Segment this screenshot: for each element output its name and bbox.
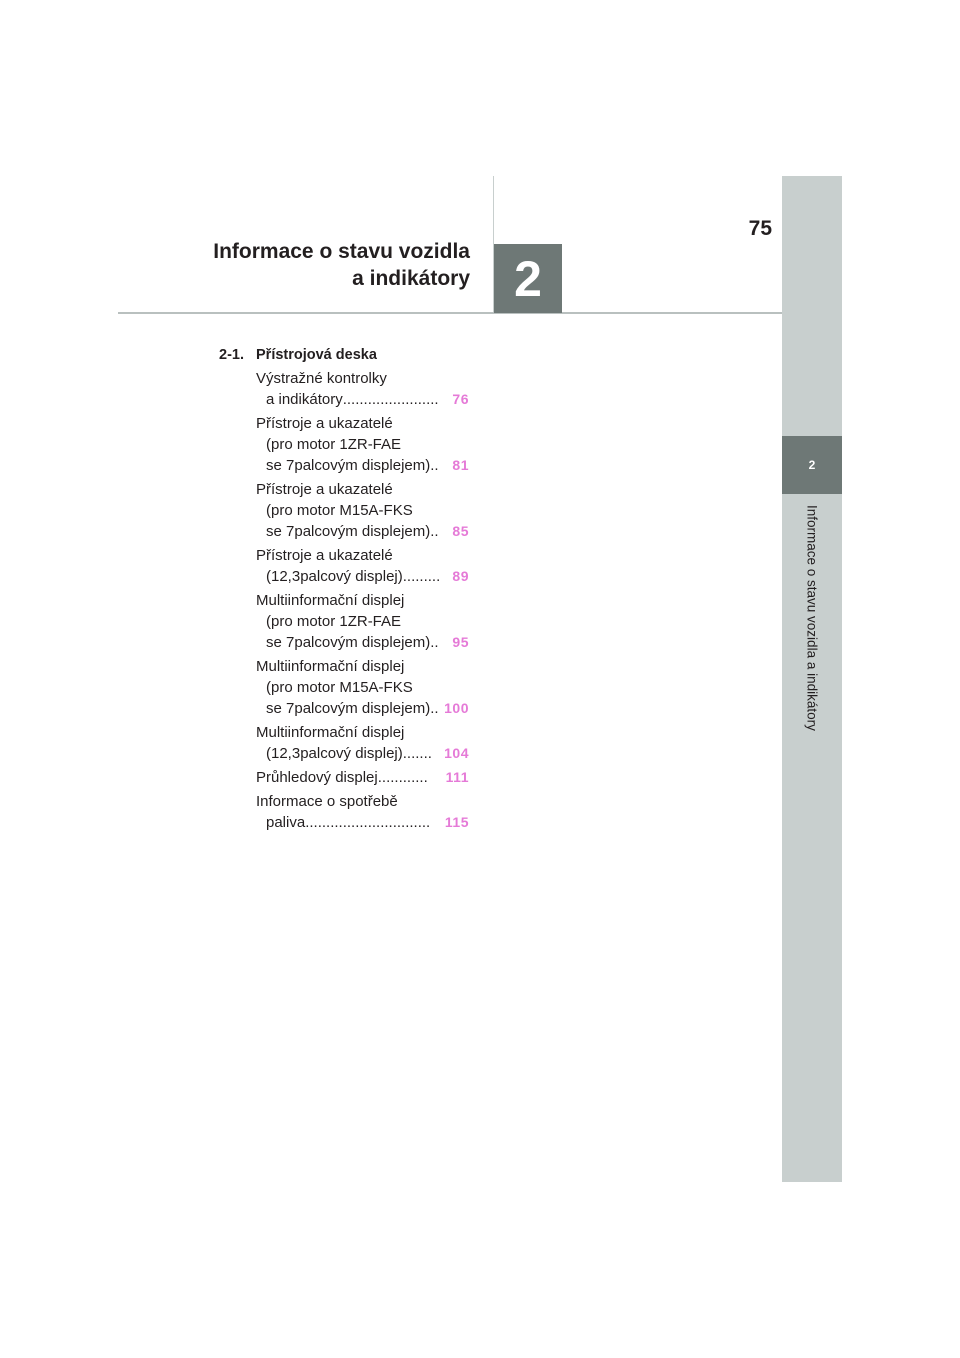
toc-entry[interactable] [256, 722, 469, 764]
toc-page-link[interactable]: 85 [452, 523, 469, 539]
header-rule [118, 312, 782, 314]
toc-leader-dots: ......... [402, 568, 441, 585]
toc-leader-dots: .. [430, 634, 439, 651]
toc-entry-last-line [256, 698, 469, 719]
toc-entry-line: (pro motor M15A-FKS [266, 502, 413, 519]
toc-leader-dots: ....... [402, 745, 432, 762]
toc-entry-line: Informace o spotřebě [256, 793, 398, 810]
toc-entry[interactable] [256, 791, 469, 833]
toc-entry-line: Multiinformační displej [256, 592, 405, 609]
section-heading [219, 345, 469, 366]
toc-entry[interactable] [256, 413, 469, 476]
toc-leader-dots: ....................... [342, 391, 439, 408]
toc-entry-text: paliva [266, 814, 306, 831]
toc-entry-last-line [256, 455, 469, 476]
toc-page-link[interactable]: 95 [452, 634, 469, 650]
toc-entry-line: Multiinformační displej [256, 658, 405, 675]
toc-entry-line: Přístroje a ukazatelé [256, 481, 393, 498]
toc-entry[interactable] [256, 545, 469, 587]
toc-page-link[interactable]: 104 [444, 745, 469, 761]
section-number: 2-1. [219, 347, 244, 363]
chapter-title-line-2: a indikátory [352, 267, 470, 290]
chapter-title [150, 238, 470, 292]
toc-page-link[interactable]: 115 [444, 814, 469, 830]
chapter-number: 2 [514, 250, 542, 307]
toc-page-link[interactable]: 100 [444, 700, 469, 716]
toc-entry-last-line [256, 812, 469, 833]
toc-entry-last-line [256, 521, 469, 542]
toc-page-link[interactable]: 89 [452, 568, 469, 584]
toc-entry-line: (pro motor M15A-FKS [266, 679, 413, 696]
toc-entry-line: Přístroje a ukazatelé [256, 547, 393, 564]
toc-entry-last-line [256, 389, 469, 410]
toc-page-link[interactable]: 111 [445, 769, 469, 785]
toc-entry-line: Výstražné kontrolky [256, 370, 387, 387]
toc-leader-dots: ............ [377, 769, 428, 786]
toc-entries [219, 368, 469, 833]
toc-entry-line: (pro motor 1ZR-FAE [266, 613, 402, 630]
toc-entry-text: a indikátory [266, 391, 343, 408]
toc-leader-dots: .............................. [305, 814, 431, 831]
toc-entry-text: (12,3palcový displej) [266, 568, 403, 585]
toc-leader-dots: .. [430, 523, 439, 540]
toc-entry-line: Přístroje a ukazatelé [256, 415, 393, 432]
toc-entry-last-line [256, 767, 469, 788]
toc-entry[interactable] [256, 767, 469, 788]
chapter-number-box [494, 244, 562, 313]
toc-entry-last-line [256, 632, 469, 653]
toc-entry-text: Průhledový displej [256, 769, 378, 786]
toc-entry-text: se 7palcovým displejem) [266, 700, 431, 717]
toc-entry-last-line [256, 743, 469, 764]
toc-entry-text: se 7palcovým displejem) [266, 457, 431, 474]
table-of-contents [219, 345, 469, 836]
chapter-side-tab[interactable] [782, 436, 842, 494]
toc-page-link[interactable]: 76 [452, 391, 469, 407]
side-tab-number: 2 [808, 458, 816, 472]
toc-entry-line: Multiinformační displej [256, 724, 405, 741]
toc-entry-last-line [256, 566, 469, 587]
side-tab-label: Informace o stavu vozidla a indikátory [804, 505, 820, 731]
toc-entry-text: (12,3palcový displej) [266, 745, 403, 762]
toc-entry-line: (pro motor 1ZR-FAE [266, 436, 402, 453]
toc-entry[interactable] [256, 656, 469, 719]
toc-page-link[interactable]: 81 [452, 457, 469, 473]
toc-leader-dots: .. [430, 700, 439, 717]
toc-leader-dots: .. [430, 457, 439, 474]
toc-entry[interactable] [256, 479, 469, 542]
chapter-title-line-1: Informace o stavu vozidla [213, 240, 470, 263]
toc-entry[interactable] [256, 368, 469, 410]
section-title: Přístrojová deska [256, 347, 377, 363]
page-number: 75 [748, 217, 772, 240]
toc-entry[interactable] [256, 590, 469, 653]
toc-entry-text: se 7palcovým displejem) [266, 634, 431, 651]
toc-entry-text: se 7palcovým displejem) [266, 523, 431, 540]
